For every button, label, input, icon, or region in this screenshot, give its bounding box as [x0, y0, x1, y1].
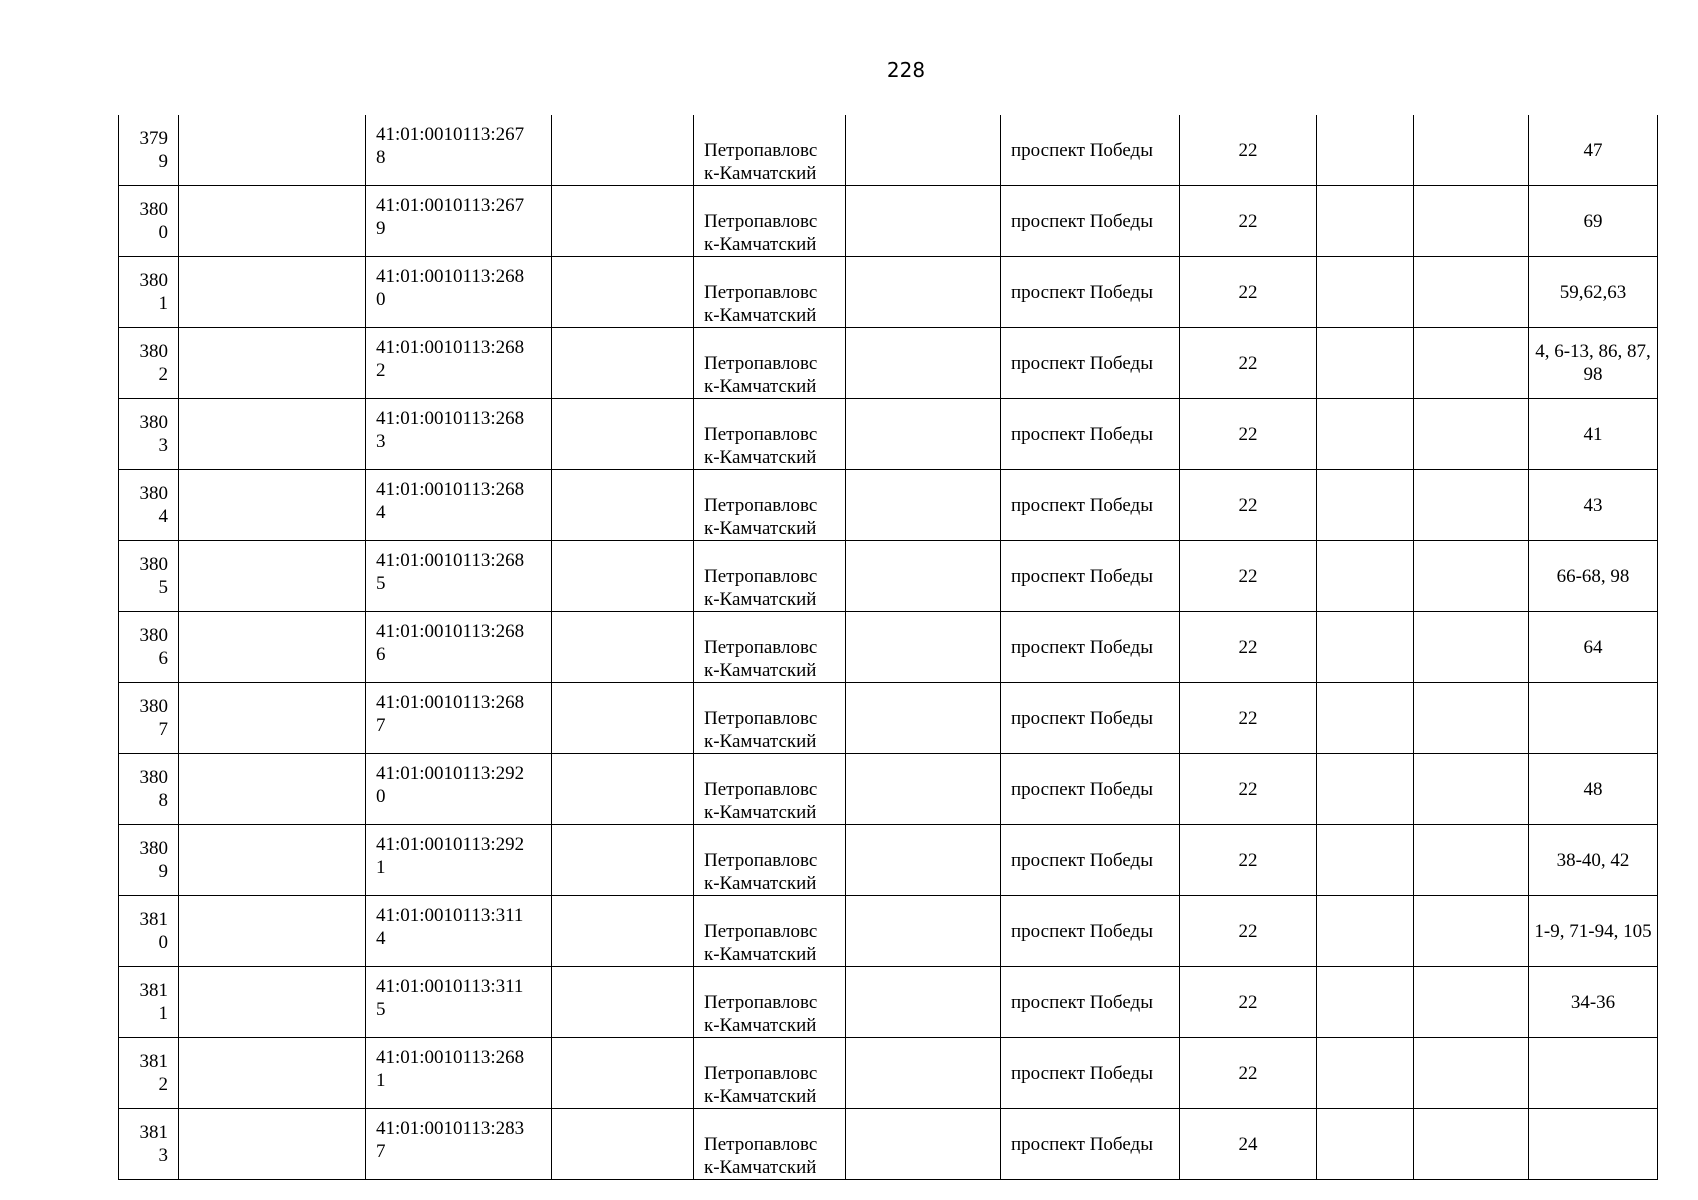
- empty-cell: [552, 896, 694, 967]
- empty-cell: [846, 754, 1001, 825]
- table-row: [119, 612, 1658, 683]
- house-number-cell: 22: [1180, 967, 1317, 1038]
- city-line-1: Петропавловс: [704, 992, 818, 1013]
- row-number-line-1: 380: [139, 625, 168, 646]
- city-cell: [694, 683, 846, 754]
- table-row: [119, 1038, 1658, 1109]
- city-cell: [694, 470, 846, 541]
- street-cell: проспект Победы: [1001, 1038, 1180, 1109]
- empty-cell: [1414, 612, 1529, 683]
- city-line-2: к-Камчатский: [704, 660, 817, 681]
- empty-cell: [179, 186, 366, 257]
- row-number-cell: [119, 541, 179, 612]
- cadastral-number-line-1: 41:01:0010113:268: [376, 479, 525, 500]
- city-line-1: Петропавловс: [704, 637, 818, 658]
- premises-numbers-cell: 4, 6-13, 86, 87, 98: [1529, 328, 1658, 399]
- cadastral-number-cell: [366, 470, 552, 541]
- premises-numbers-cell: 66-68, 98: [1529, 541, 1658, 612]
- city-line-1: Петропавловс: [704, 424, 818, 445]
- row-number-cell: [119, 186, 179, 257]
- city-line-2: к-Камчатский: [704, 447, 817, 468]
- empty-cell: [1317, 470, 1414, 541]
- empty-cell: [179, 328, 366, 399]
- table-row: [119, 754, 1658, 825]
- cadastral-number-line-1: 41:01:0010113:292: [376, 763, 525, 784]
- cadastral-number-line-1: 41:01:0010113:268: [376, 408, 525, 429]
- table-row: [119, 825, 1658, 896]
- empty-cell: [1317, 1038, 1414, 1109]
- empty-cell: [179, 399, 366, 470]
- row-number-line-1: 381: [139, 980, 168, 1001]
- row-number-cell: [119, 470, 179, 541]
- row-number-line-2: 4: [158, 506, 168, 527]
- city-line-1: Петропавловс: [704, 353, 818, 374]
- row-number-line-1: 381: [139, 1122, 168, 1143]
- empty-cell: [1414, 967, 1529, 1038]
- cadastral-number-line-1: 41:01:0010113:267: [376, 195, 525, 216]
- city-line-2: к-Камчатский: [704, 305, 817, 326]
- empty-cell: [179, 257, 366, 328]
- premises-numbers-cell: 48: [1529, 754, 1658, 825]
- table-row: [119, 115, 1658, 186]
- street-cell: проспект Победы: [1001, 470, 1180, 541]
- cadastral-number-line-1: 41:01:0010113:268: [376, 550, 525, 571]
- row-number-cell: [119, 1109, 179, 1180]
- empty-cell: [179, 470, 366, 541]
- house-number-cell: 22: [1180, 470, 1317, 541]
- city-line-1: Петропавловс: [704, 282, 818, 303]
- empty-cell: [846, 541, 1001, 612]
- empty-cell: [846, 115, 1001, 186]
- empty-cell: [1317, 967, 1414, 1038]
- house-number-cell: 24: [1180, 1109, 1317, 1180]
- street-cell: проспект Победы: [1001, 399, 1180, 470]
- cadastral-number-cell: [366, 825, 552, 896]
- city-cell: [694, 186, 846, 257]
- empty-cell: [552, 328, 694, 399]
- cadastral-number-line-2: 1: [376, 857, 386, 878]
- premises-numbers-cell: 41: [1529, 399, 1658, 470]
- house-number-cell: 22: [1180, 186, 1317, 257]
- row-number-line-1: 380: [139, 270, 168, 291]
- registry-table: [118, 115, 1658, 1180]
- row-number-cell: [119, 612, 179, 683]
- city-line-1: Петропавловс: [704, 1134, 818, 1155]
- empty-cell: [1414, 257, 1529, 328]
- empty-cell: [179, 896, 366, 967]
- empty-cell: [1317, 115, 1414, 186]
- empty-cell: [1317, 754, 1414, 825]
- empty-cell: [552, 399, 694, 470]
- city-line-2: к-Камчатский: [704, 234, 817, 255]
- house-number-cell: 22: [1180, 754, 1317, 825]
- city-cell: [694, 1038, 846, 1109]
- cadastral-number-line-2: 3: [376, 431, 386, 452]
- city-line-2: к-Камчатский: [704, 731, 817, 752]
- empty-cell: [846, 612, 1001, 683]
- cadastral-number-line-2: 0: [376, 786, 386, 807]
- city-cell: [694, 328, 846, 399]
- row-number-line-2: 8: [158, 790, 168, 811]
- empty-cell: [1317, 328, 1414, 399]
- empty-cell: [846, 896, 1001, 967]
- empty-cell: [1317, 257, 1414, 328]
- cadastral-number-cell: [366, 257, 552, 328]
- empty-cell: [846, 825, 1001, 896]
- table-row: [119, 328, 1658, 399]
- cadastral-number-line-1: 41:01:0010113:268: [376, 692, 525, 713]
- premises-numbers-cell: 47: [1529, 115, 1658, 186]
- city-line-1: Петропавловс: [704, 140, 818, 161]
- row-number-line-1: 380: [139, 767, 168, 788]
- street-cell: проспект Победы: [1001, 825, 1180, 896]
- city-line-1: Петропавловс: [704, 495, 818, 516]
- empty-cell: [1414, 328, 1529, 399]
- row-number-line-2: 0: [158, 222, 168, 243]
- cadastral-number-line-2: 4: [376, 928, 386, 949]
- row-number-line-2: 6: [158, 648, 168, 669]
- street-cell: проспект Победы: [1001, 257, 1180, 328]
- empty-cell: [179, 612, 366, 683]
- empty-cell: [1414, 1109, 1529, 1180]
- city-line-1: Петропавловс: [704, 566, 818, 587]
- cadastral-number-cell: [366, 541, 552, 612]
- street-cell: проспект Победы: [1001, 1109, 1180, 1180]
- city-line-1: Петропавловс: [704, 708, 818, 729]
- empty-cell: [1317, 399, 1414, 470]
- city-line-1: Петропавловс: [704, 921, 818, 942]
- cadastral-number-line-2: 4: [376, 502, 386, 523]
- premises-numbers-cell: 38-40, 42: [1529, 825, 1658, 896]
- row-number-line-2: 1: [158, 1003, 168, 1024]
- row-number-cell: [119, 754, 179, 825]
- empty-cell: [1317, 1109, 1414, 1180]
- row-number-line-1: 380: [139, 199, 168, 220]
- city-line-2: к-Камчатский: [704, 1157, 817, 1178]
- row-number-cell: [119, 115, 179, 186]
- cadastral-number-line-1: 41:01:0010113:292: [376, 834, 525, 855]
- cadastral-number-line-1: 41:01:0010113:268: [376, 337, 525, 358]
- row-number-cell: [119, 896, 179, 967]
- street-cell: проспект Победы: [1001, 328, 1180, 399]
- city-line-2: к-Камчатский: [704, 802, 817, 823]
- row-number-line-2: 1: [158, 293, 168, 314]
- premises-numbers-cell: 64: [1529, 612, 1658, 683]
- cadastral-number-cell: [366, 1038, 552, 1109]
- city-line-2: к-Камчатский: [704, 518, 817, 539]
- table-row: [119, 257, 1658, 328]
- empty-cell: [846, 186, 1001, 257]
- empty-cell: [1317, 825, 1414, 896]
- cadastral-number-cell: [366, 612, 552, 683]
- cadastral-number-line-1: 41:01:0010113:268: [376, 266, 525, 287]
- city-line-1: Петропавловс: [704, 1063, 818, 1084]
- premises-numbers-cell: [1529, 1038, 1658, 1109]
- empty-cell: [1414, 754, 1529, 825]
- street-cell: проспект Победы: [1001, 754, 1180, 825]
- cadastral-number-line-2: 8: [376, 147, 386, 168]
- empty-cell: [846, 470, 1001, 541]
- empty-cell: [1414, 1038, 1529, 1109]
- row-number-cell: [119, 399, 179, 470]
- empty-cell: [179, 825, 366, 896]
- row-number-cell: [119, 328, 179, 399]
- empty-cell: [1317, 612, 1414, 683]
- empty-cell: [552, 1038, 694, 1109]
- row-number-line-2: 3: [158, 1145, 168, 1166]
- cadastral-number-line-1: 41:01:0010113:311: [376, 976, 524, 997]
- premises-numbers-cell: [1529, 1109, 1658, 1180]
- premises-numbers-cell: 43: [1529, 470, 1658, 541]
- city-cell: [694, 399, 846, 470]
- row-number-line-1: 380: [139, 341, 168, 362]
- empty-cell: [552, 186, 694, 257]
- city-line-2: к-Камчатский: [704, 163, 817, 184]
- empty-cell: [179, 967, 366, 1038]
- empty-cell: [1414, 825, 1529, 896]
- row-number-line-2: 3: [158, 435, 168, 456]
- empty-cell: [552, 754, 694, 825]
- empty-cell: [179, 754, 366, 825]
- cadastral-number-line-2: 7: [376, 1141, 386, 1162]
- empty-cell: [552, 115, 694, 186]
- cadastral-number-cell: [366, 967, 552, 1038]
- empty-cell: [552, 612, 694, 683]
- row-number-line-2: 0: [158, 932, 168, 953]
- house-number-cell: 22: [1180, 541, 1317, 612]
- street-cell: проспект Победы: [1001, 186, 1180, 257]
- empty-cell: [1317, 896, 1414, 967]
- street-cell: проспект Победы: [1001, 541, 1180, 612]
- city-cell: [694, 896, 846, 967]
- empty-cell: [552, 541, 694, 612]
- cadastral-number-line-2: 5: [376, 999, 386, 1020]
- city-line-2: к-Камчатский: [704, 1086, 817, 1107]
- street-cell: проспект Победы: [1001, 115, 1180, 186]
- row-number-line-1: 381: [139, 1051, 168, 1072]
- premises-numbers-cell: 34-36: [1529, 967, 1658, 1038]
- table-row: [119, 896, 1658, 967]
- empty-cell: [1317, 186, 1414, 257]
- cadastral-number-line-2: 7: [376, 715, 386, 736]
- house-number-cell: 22: [1180, 328, 1317, 399]
- empty-cell: [846, 683, 1001, 754]
- cadastral-number-line-2: 6: [376, 644, 386, 665]
- city-cell: [694, 967, 846, 1038]
- row-number-line-1: 380: [139, 412, 168, 433]
- cadastral-number-cell: [366, 115, 552, 186]
- page-number: 228: [886, 58, 926, 82]
- row-number-line-2: 5: [158, 577, 168, 598]
- empty-cell: [179, 683, 366, 754]
- city-line-1: Петропавловс: [704, 779, 818, 800]
- table-row: [119, 470, 1658, 541]
- empty-cell: [552, 967, 694, 1038]
- house-number-cell: 22: [1180, 399, 1317, 470]
- city-line-2: к-Камчатский: [704, 873, 817, 894]
- city-cell: [694, 257, 846, 328]
- cadastral-number-line-2: 0: [376, 289, 386, 310]
- city-line-1: Петропавловс: [704, 850, 818, 871]
- empty-cell: [179, 1109, 366, 1180]
- table-row: [119, 1109, 1658, 1180]
- row-number-line-2: 7: [158, 719, 168, 740]
- empty-cell: [552, 825, 694, 896]
- house-number-cell: 22: [1180, 683, 1317, 754]
- cadastral-number-line-2: 2: [376, 360, 386, 381]
- empty-cell: [1414, 115, 1529, 186]
- city-cell: [694, 612, 846, 683]
- table-row: [119, 399, 1658, 470]
- empty-cell: [552, 470, 694, 541]
- table-row: [119, 683, 1658, 754]
- cadastral-number-line-1: 41:01:0010113:268: [376, 621, 525, 642]
- cadastral-number-line-2: 5: [376, 573, 386, 594]
- empty-cell: [1414, 399, 1529, 470]
- city-cell: [694, 754, 846, 825]
- cadastral-number-cell: [366, 328, 552, 399]
- row-number-line-1: 381: [139, 909, 168, 930]
- empty-cell: [179, 115, 366, 186]
- house-number-cell: 22: [1180, 612, 1317, 683]
- row-number-line-1: 380: [139, 483, 168, 504]
- empty-cell: [1414, 896, 1529, 967]
- empty-cell: [846, 328, 1001, 399]
- empty-cell: [1414, 470, 1529, 541]
- empty-cell: [1414, 683, 1529, 754]
- cadastral-number-cell: [366, 399, 552, 470]
- row-number-line-1: 380: [139, 838, 168, 859]
- row-number-line-1: 380: [139, 696, 168, 717]
- street-cell: проспект Победы: [1001, 683, 1180, 754]
- empty-cell: [552, 683, 694, 754]
- city-line-1: Петропавловс: [704, 211, 818, 232]
- cadastral-number-line-2: 9: [376, 218, 386, 239]
- empty-cell: [846, 967, 1001, 1038]
- empty-cell: [1317, 541, 1414, 612]
- street-cell: проспект Победы: [1001, 612, 1180, 683]
- cadastral-number-line-1: 41:01:0010113:268: [376, 1047, 525, 1068]
- row-number-line-2: 9: [158, 861, 168, 882]
- empty-cell: [846, 399, 1001, 470]
- empty-cell: [179, 541, 366, 612]
- table-row: [119, 967, 1658, 1038]
- street-cell: проспект Победы: [1001, 896, 1180, 967]
- premises-numbers-cell: [1529, 683, 1658, 754]
- city-line-2: к-Камчатский: [704, 944, 817, 965]
- empty-cell: [1317, 683, 1414, 754]
- city-line-2: к-Камчатский: [704, 1015, 817, 1036]
- cadastral-number-cell: [366, 186, 552, 257]
- empty-cell: [1414, 541, 1529, 612]
- cadastral-number-cell: [366, 896, 552, 967]
- city-line-2: к-Камчатский: [704, 589, 817, 610]
- row-number-cell: [119, 683, 179, 754]
- street-cell: проспект Победы: [1001, 967, 1180, 1038]
- house-number-cell: 22: [1180, 825, 1317, 896]
- cadastral-number-cell: [366, 1109, 552, 1180]
- row-number-cell: [119, 825, 179, 896]
- premises-numbers-cell: 59,62,63: [1529, 257, 1658, 328]
- cadastral-number-line-2: 1: [376, 1070, 386, 1091]
- house-number-cell: 22: [1180, 115, 1317, 186]
- row-number-cell: [119, 967, 179, 1038]
- row-number-cell: [119, 257, 179, 328]
- empty-cell: [552, 257, 694, 328]
- city-cell: [694, 1109, 846, 1180]
- cadastral-number-cell: [366, 683, 552, 754]
- empty-cell: [846, 1109, 1001, 1180]
- premises-numbers-cell: 1-9, 71-94, 105: [1529, 896, 1658, 967]
- registry-rows: [119, 115, 1658, 1180]
- row-number-line-2: 2: [158, 364, 168, 385]
- empty-cell: [552, 1109, 694, 1180]
- row-number-line-1: 379: [139, 128, 168, 149]
- cadastral-number-line-1: 41:01:0010113:267: [376, 124, 525, 145]
- house-number-cell: 22: [1180, 896, 1317, 967]
- row-number-line-1: 380: [139, 554, 168, 575]
- empty-cell: [846, 257, 1001, 328]
- table-row: [119, 541, 1658, 612]
- empty-cell: [179, 1038, 366, 1109]
- city-cell: [694, 115, 846, 186]
- cadastral-number-cell: [366, 754, 552, 825]
- row-number-line-2: 2: [158, 1074, 168, 1095]
- cadastral-number-line-1: 41:01:0010113:283: [376, 1118, 525, 1139]
- city-cell: [694, 541, 846, 612]
- empty-cell: [1414, 186, 1529, 257]
- city-cell: [694, 825, 846, 896]
- premises-numbers-cell: 69: [1529, 186, 1658, 257]
- empty-cell: [846, 1038, 1001, 1109]
- row-number-cell: [119, 1038, 179, 1109]
- house-number-cell: 22: [1180, 1038, 1317, 1109]
- row-number-line-2: 9: [158, 151, 168, 172]
- house-number-cell: 22: [1180, 257, 1317, 328]
- table-row: [119, 186, 1658, 257]
- city-line-2: к-Камчатский: [704, 376, 817, 397]
- cadastral-number-line-1: 41:01:0010113:311: [376, 905, 524, 926]
